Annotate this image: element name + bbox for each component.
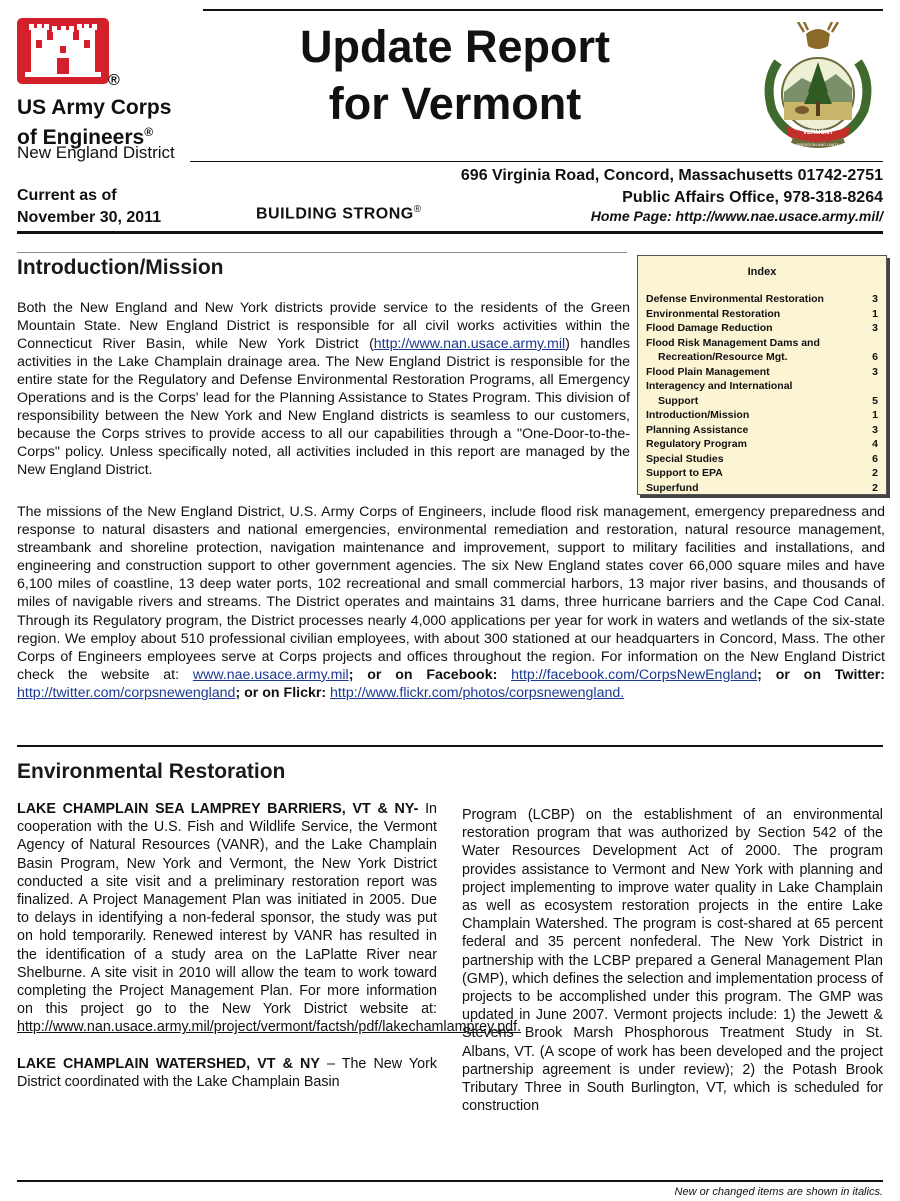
castle-logo-icon — [17, 18, 109, 84]
address-block — [461, 165, 883, 209]
intro-top-rule — [17, 252, 627, 253]
index-box — [637, 255, 887, 495]
website-link[interactable]: www.nae.usace.army.mil — [192, 666, 349, 683]
index-item[interactable]: Superfund 2 — [646, 481, 878, 494]
index-title: Index — [747, 266, 777, 278]
watershed-continued: Program (LCBP) on the establishment of an environmental restoration program that was authorized by Section 542 of the Water Resources Development Act of 2000. The program provides assistance to Vermont and New York with planning and project implementing to improve water quality in Lake Champlain as well as ecosystem restoration projects in the entire Lake Champlain Watershed. The program is cost-shared at 65 percent federal and 35 percent nonfederal. The New York District in partnership with the LCBP prepared a General Management Plan (GMP), which defines the selection and implementation process of projects to be accomplished under this program. The GMP was updated in June 2007. Vermont projects include: 1) the Jewett & Stevens Brook Marsh Phosphorous Treatment Study in St. Albans, VT. (A scope of work has been developed and the project partnership agreement is under review); 2) the Potash Brook Tributary Three in South Burlington, VT, which is scheduled for construction — [462, 807, 883, 1115]
env-left-column — [17, 800, 522, 1091]
index-item[interactable]: Special Studies 6 — [646, 452, 878, 465]
org-name — [17, 96, 171, 150]
lamprey-paragraph: LAKE CHAMPLAIN SEA LAMPREY BARRIERS, VT & NY- In cooperation with the U.S. Fish and Wildlife Service, the Vermont Agency of Natural Resources (VANR), and the Lake Champlain Basin Program, New York and Vermont, the New York District conducted a site visit and a preliminary restoration report was finalized. A Project Management Plan was initiated in 2005. Due to delays in identifying a non-federal sponsor, the study was put on hold temporarily. Renewed interest by VANR has resulted in the identification of a study area on the LaPlatte River near Shelburne. A site visit in 2010 will allow the team to work toward completing the Project Management Plan. For more information on this project go to the New York District website at: http://www.nan.usace.army.mil/project/vermont/factsh/pdf/lakechamlamprey.pdf. — [17, 801, 522, 1036]
index-item[interactable]: Recreation/Resource Mgt. 6 — [658, 351, 878, 363]
new-york-district-link[interactable]: http://www.nan.usace.army.mil — [373, 336, 566, 352]
footer-note: New or changed items are shown in italics. — [674, 1186, 883, 1198]
twitter-link[interactable]: http://twitter.com/corpsnewengland — [17, 684, 236, 701]
intro-paragraph-2: The missions of the New England District, U.S. Army Corps of Engineers, include flood risk management, emergency preparedness and response to natural disasters and national emergencies, environmental remediation and restoration, natural resource management, streambank and shoreline protection, navigation maintenance and improvement, support to military facilities and installations, and engineering and construction support to other government agencies. The six New England states cover 66,000 square miles and have 6,100 miles of coastline, 13 deep water ports, 102 recreational and small commercial harbors, 13 major river basins, and thousands of miles of navigable rivers and streams. The District operates and maintains 31 dams, three hurricane barriers and the Cape Cod Canal. Through its Regulatory program, the District processes nearly 4,000 applications per year for work in waters and wetlands of the six-state region. We employ about 510 professional civilian employees, with about 300 stationed at our headquarters in Concord, Mass. The other Corps of Engineers employees serve at Corps projects and offices throughout the region. For information on the New England District check the website at: www.nae.usace.army.mil; or on Facebook: http://facebook.com/CorpsNewEngland; or on Twitter: http://twitter.com/corpsnewengland; or on Flickr: http://www.flickr.com/photos/corpsnewengland. — [17, 504, 885, 701]
vermont-seal-icon — [758, 22, 878, 154]
lamprey-link[interactable]: http://www.nan.usace.army.mil/project/vermont/factsh/pdf/lakechamlamprey.pdf. — [17, 1019, 522, 1036]
index-item[interactable]: Planning Assistance 3 — [646, 423, 878, 436]
env-heading: Environmental Restoration — [17, 760, 286, 783]
address-line: 696 Virginia Road, Concord, Massachusetts 01742-2751 — [460, 167, 883, 184]
current-line1: Current as of — [17, 187, 117, 204]
intro-heading: Introduction/Mission — [17, 256, 224, 279]
building-strong-tagline: BUILDING STRONG® — [256, 204, 422, 223]
flickr-link[interactable]: http://www.flickr.com/photos/corpsnewengland. — [330, 684, 625, 701]
registered-mark: ® — [108, 72, 120, 89]
org-line2: of Engineers® — [17, 125, 154, 149]
homepage-link[interactable]: Home Page: http://www.nae.usace.army.mil/ — [590, 208, 883, 224]
current-line2: November 30, 2011 — [17, 209, 162, 226]
current-date — [17, 185, 161, 229]
phone-line: Public Affairs Office, 978-318-8264 — [622, 189, 883, 206]
index-item[interactable]: Defense Environmental Restoration 3 — [646, 293, 878, 305]
header-bottom-rule — [17, 231, 883, 234]
seal-banner: VERMONT — [803, 130, 833, 136]
index-item[interactable]: Introduction/Mission 1 — [646, 409, 878, 421]
org-line1: US Army Corps — [17, 96, 172, 119]
index-item[interactable]: Flood Risk Management Dams and — [646, 336, 820, 349]
title-line1: Update Report — [299, 21, 610, 72]
seal-motto: FREEDOM AND UNITY — [796, 142, 840, 147]
index-item[interactable]: Support to EPA 2 — [646, 467, 878, 479]
district-name: New England District — [17, 143, 175, 162]
page-title — [240, 18, 670, 132]
index-item[interactable]: Interagency and International — [646, 380, 793, 392]
index-item[interactable]: Support 5 — [658, 394, 878, 407]
top-rule — [203, 9, 883, 11]
header-rule — [190, 161, 883, 162]
footer-rule — [17, 1180, 883, 1182]
index-item[interactable]: Environmental Restoration 1 — [646, 307, 878, 320]
index-item[interactable]: Flood Plain Management 3 — [646, 365, 878, 378]
index-item[interactable]: Flood Damage Reduction 3 — [646, 322, 878, 334]
intro-paragraph-1: Both the New England and New York districts provide service to the residents of the Green Mountain State. New England District is responsible for all civil works activities within the Connecticut River Basin, while New York District (http://www.nan.usace.army.mil) handles activities in the Lake Champlain drainage area. The New England District is responsible for the entire state for the Regulatory and Defense Environmental Restoration Programs, all Emergency Operations and is the Corps' lead for the Planning Assistance to States Program. This division of responsibility between the New York and New England districts is seamless to our customers, because the Corps strives to provide access to all our capabilities through a "One-Door-to-the-Corps" policy. Unless specifically noted, all activities included in this report are managed by the New England District. — [17, 300, 630, 478]
index-item[interactable]: Regulatory Program 4 — [646, 438, 878, 450]
section-divider — [17, 745, 883, 747]
title-line2: for Vermont — [328, 78, 582, 129]
facebook-link[interactable]: http://facebook.com/CorpsNewEngland — [511, 666, 758, 683]
env-right-column — [462, 806, 883, 1156]
watershed-paragraph: LAKE CHAMPLAIN WATERSHED, VT & NY – The New York District coordinated with the Lake Champlain Basin — [17, 1055, 437, 1090]
